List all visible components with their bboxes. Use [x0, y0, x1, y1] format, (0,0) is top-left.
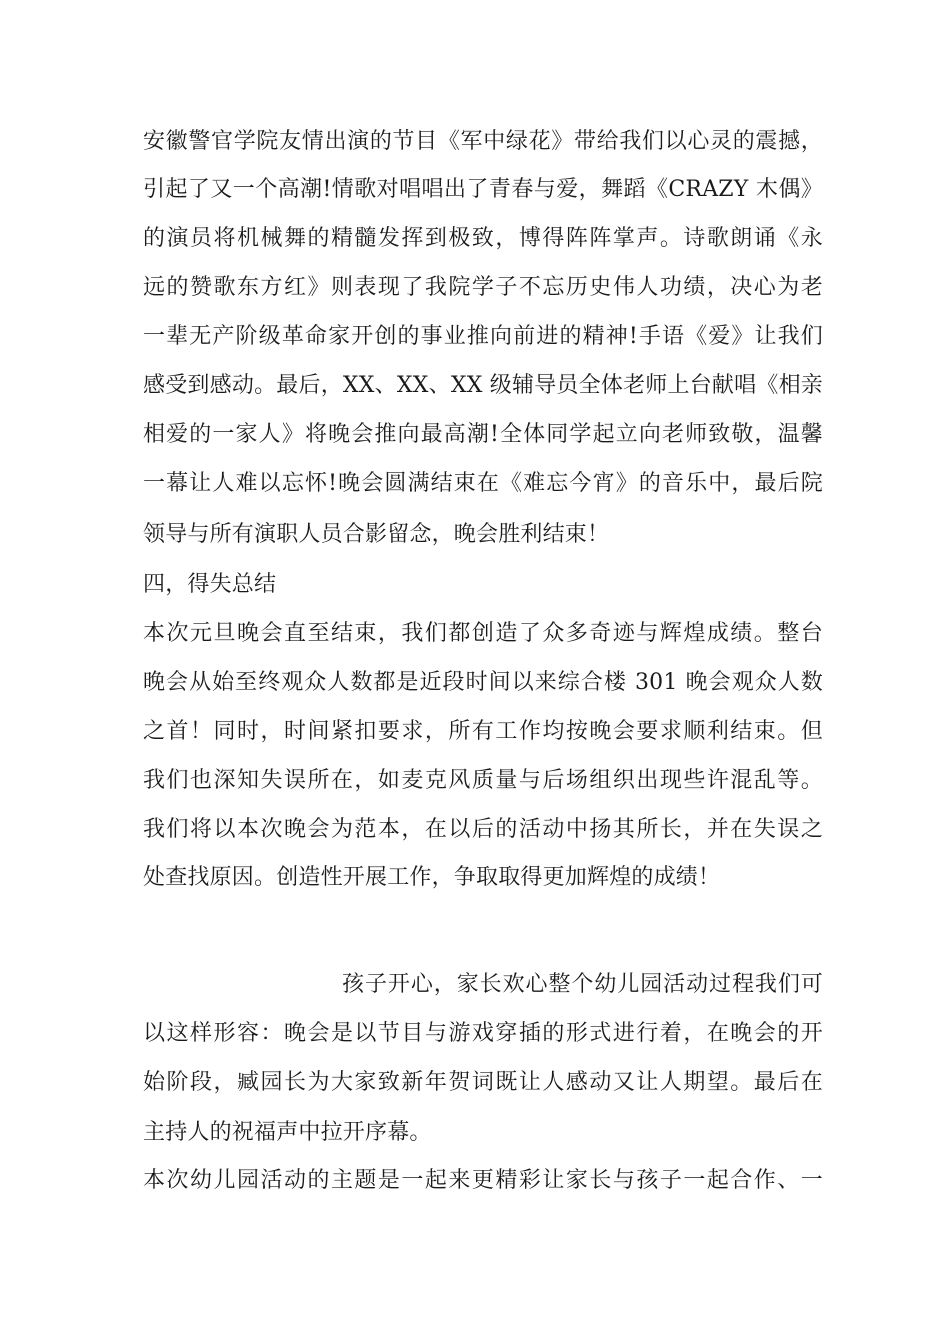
paragraph-line: 远的赞歌东方红》则表现了我院学子不忘历史伟人功绩，决心为老: [143, 275, 823, 300]
paragraph-line: 领导与所有演职人员合影留念，晚会胜利结束！: [143, 522, 610, 547]
paragraph-line: 晚会从始至终观众人数都是近段时间以来综合楼 301 晚会观众人数: [143, 670, 823, 695]
paragraph-line: 我们将以本次晚会为范本，在以后的活动中扬其所长，并在失误之: [143, 817, 823, 842]
paragraph-line: 主持人的祝福声中拉开序幕。: [143, 1120, 432, 1145]
paragraph-line: 安徽警官学院友情出演的节目《军中绿花》带给我们以心灵的震撼，: [143, 129, 823, 154]
paragraph-line: 以这样形容：晚会是以节目与游戏穿插的形式进行着，在晚会的开: [143, 1021, 823, 1046]
section-heading: 四，得失总结: [143, 572, 277, 597]
paragraph-line: 处查找原因。创造性开展工作，争取取得更加辉煌的成绩！: [143, 865, 721, 890]
paragraph-line: 我们也深知失误所在，如麦克风质量与后场组织出现些许混乱等。: [143, 768, 823, 793]
paragraph-line: 之首！同时，时间紧扣要求，所有工作均按晚会要求顺利结束。但: [143, 719, 823, 744]
paragraph-line: 引起了又一个高潮!情歌对唱唱出了青春与爱，舞蹈《CRAZY 木偶》: [143, 177, 823, 202]
paragraph-line: 孩子开心，家长欢心整个幼儿园活动过程我们可: [342, 972, 823, 997]
paragraph-line: 相爱的一家人》将晚会推向最高潮!全体同学起立向老师致敬，温馨: [143, 422, 823, 447]
paragraph-line: 感受到感动。最后，XX、XX、XX 级辅导员全体老师上台献唱《相亲: [143, 373, 823, 398]
paragraph-line: 一辈无产阶级革命家开创的事业推向前进的精神!手语《爱》让我们: [143, 324, 823, 349]
paragraph-line: 始阶段，臧园长为大家致新年贺词既让人感动又让人期望。最后在: [143, 1070, 823, 1095]
paragraph-line: 本次幼儿园活动的主题是一起来更精彩让家长与孩子一起合作、一: [143, 1168, 823, 1193]
paragraph-line: 本次元旦晚会直至结束，我们都创造了众多奇迹与辉煌成绩。整台: [143, 621, 823, 646]
paragraph-line: 的演员将机械舞的精髓发挥到极致，博得阵阵掌声。诗歌朗诵《永: [143, 226, 823, 251]
paragraph-line: 一幕让人难以忘怀!晚会圆满结束在《难忘今宵》的音乐中，最后院: [143, 471, 823, 496]
